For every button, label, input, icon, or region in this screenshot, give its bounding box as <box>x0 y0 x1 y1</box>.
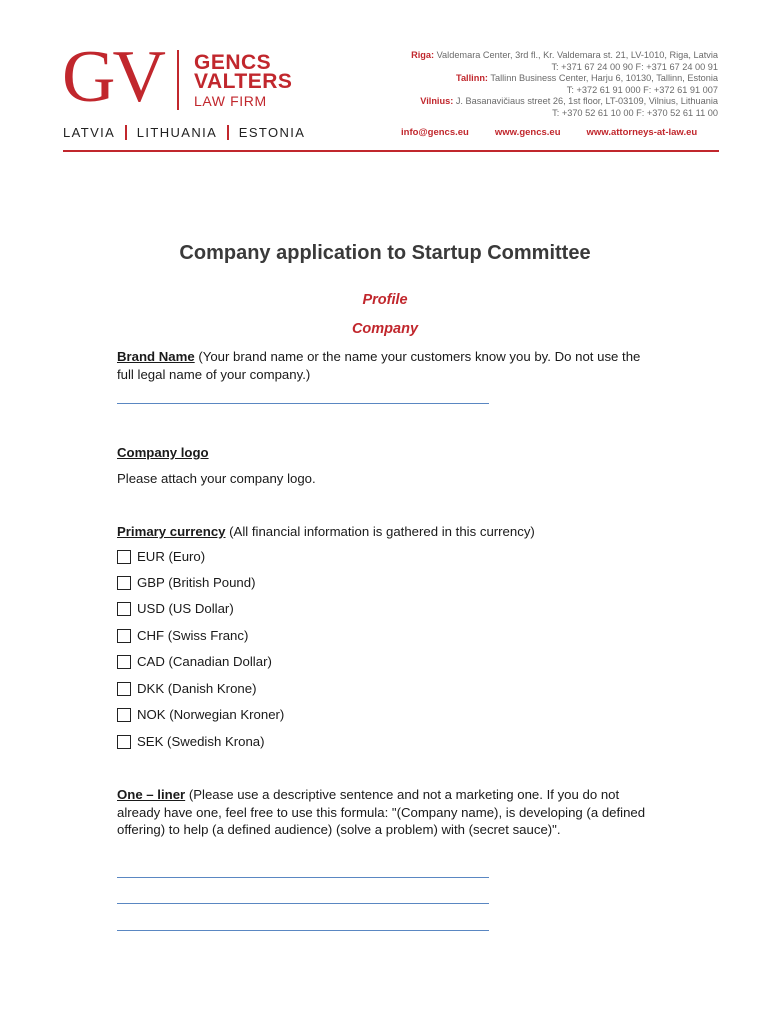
checkbox[interactable] <box>117 602 131 616</box>
currency-option-usd[interactable] <box>117 601 234 616</box>
checkbox[interactable] <box>117 682 131 696</box>
currency-option-label: EUR (Euro) <box>137 549 206 564</box>
office-phone: T: +370 52 61 10 00 F: +370 52 61 11 00 <box>552 107 718 118</box>
header-rule <box>63 150 719 152</box>
country-latvia: LATVIA <box>63 125 116 140</box>
currency-option-label: DKK (Danish Krone) <box>137 681 257 696</box>
currency-option-dkk[interactable] <box>117 681 256 696</box>
currency-option-label: CHF (Swiss Franc) <box>137 628 249 643</box>
primary-currency-label: Primary currency <box>117 524 226 539</box>
company-logo-label: Company logo <box>117 445 209 460</box>
website-link[interactable]: www.gencs.eu <box>494 127 561 138</box>
email-link[interactable]: info@gencs.eu <box>401 127 469 138</box>
currency-option-gbp[interactable] <box>117 575 256 590</box>
office-phone: T: +372 61 91 000 F: +372 61 91 007 <box>566 84 718 95</box>
firm-subtitle: LAW FIRM <box>194 93 267 109</box>
checkbox[interactable] <box>117 708 131 722</box>
brand-name-label: Brand Name <box>117 349 195 364</box>
page-title: Company application to Startup Committee <box>179 242 591 264</box>
currency-option-label: GBP (British Pound) <box>137 575 256 590</box>
office-tallinn <box>411 73 718 85</box>
office-city: Tallinn: <box>456 73 488 84</box>
one-liner-field-line-2[interactable] <box>117 903 489 904</box>
country-list <box>63 125 305 140</box>
currency-option-sek[interactable] <box>117 734 265 749</box>
one-liner-label: One – liner <box>117 787 186 802</box>
country-separator <box>227 125 229 140</box>
office-address: Tallinn Business Center, Harju 6, 10130, Tallinn, Estonia <box>490 73 718 84</box>
firm-name-line2: VALTERS <box>194 70 293 93</box>
office-phone: T: +371 67 24 00 90 F: +371 67 24 00 91 <box>551 61 718 72</box>
currency-option-label: CAD (Canadian Dollar) <box>137 654 272 669</box>
checkbox[interactable] <box>117 550 131 564</box>
currency-option-nok[interactable] <box>117 707 284 722</box>
brand-name-question <box>117 348 657 383</box>
currency-option-eur[interactable] <box>117 549 205 564</box>
country-estonia: ESTONIA <box>238 125 306 140</box>
office-vilnius <box>411 96 718 108</box>
firm-name-line1: GENCS <box>194 51 272 74</box>
one-liner-field-line-3[interactable] <box>117 930 489 931</box>
logo-monogram: GV <box>62 36 163 118</box>
currency-option-label: USD (US Dollar) <box>137 601 234 616</box>
primary-currency-hint: (All financial information is gathered in this currency) <box>225 524 535 539</box>
office-address: J. Basanavičiaus street 26, 1st floor, LT-03109, Vilnius, Lithuania <box>455 96 718 107</box>
website-link-secondary[interactable]: www.attorneys-at-law.eu <box>586 127 698 138</box>
one-liner-hint: (Please use a descriptive sentence and not a marketing one. If you do not already have one, feel free to use this formula: "(Company name), is developing (a defined offering) to help (a defined audience) (solve a problem) with (secret sauce)". <box>117 787 646 837</box>
section-heading: Profile <box>362 292 408 308</box>
office-addresses <box>411 50 718 120</box>
logo-divider <box>177 50 179 110</box>
office-city: Riga: <box>411 50 435 60</box>
office-address: Valdemara Center, 3rd fl., Kr. Valdemara st. 21, LV-1010, Riga, Latvia <box>436 50 718 60</box>
checkbox[interactable] <box>117 655 131 669</box>
office-riga <box>411 50 718 62</box>
company-logo-instruction: Please attach your company logo. <box>117 471 316 486</box>
one-liner-field-line-1[interactable] <box>117 877 489 878</box>
office-city: Vilnius: <box>420 96 454 107</box>
country-lithuania: LITHUANIA <box>136 125 218 140</box>
country-separator <box>125 125 127 140</box>
subsection-heading: Company <box>351 321 419 337</box>
company-logo-question <box>117 444 657 462</box>
currency-option-label: NOK (Norwegian Kroner) <box>137 707 285 722</box>
currency-option-chf[interactable] <box>117 628 248 643</box>
contact-links <box>401 127 697 138</box>
currency-option-cad[interactable] <box>117 654 272 669</box>
primary-currency-question <box>117 523 657 541</box>
checkbox[interactable] <box>117 576 131 590</box>
brand-name-hint: (Your brand name or the name your customers know you by. Do not use the full legal name of your company.) <box>117 349 641 382</box>
checkbox[interactable] <box>117 629 131 643</box>
brand-name-field[interactable] <box>117 403 489 404</box>
one-liner-question <box>117 786 657 839</box>
checkbox[interactable] <box>117 735 131 749</box>
currency-option-label: SEK (Swedish Krona) <box>137 734 265 749</box>
